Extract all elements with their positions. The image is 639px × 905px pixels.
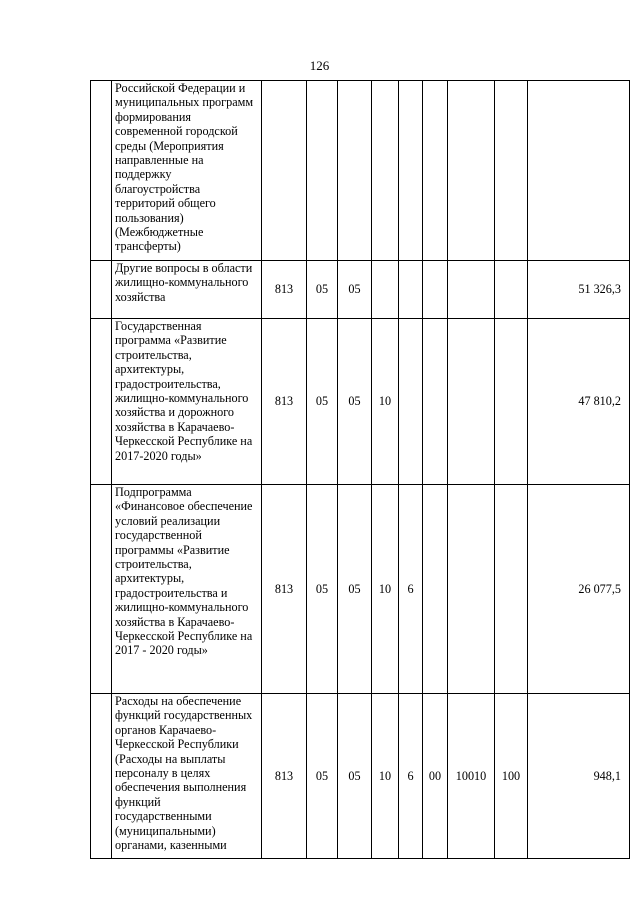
subprogram-code-cell [399,81,423,261]
direction-code-cell: 00 [423,694,448,859]
ministry-code-cell: 813 [262,485,307,694]
expense-type-cell [495,485,528,694]
article-code-cell [448,319,495,485]
row-name-cell: Российской Федерации и муниципальных программ формирования современной городской среды (Мероприятия направленные на поддержку благоустройства территорий общего пользования) (Межбюджетные трансферты) [112,81,262,261]
section-code-cell: 05 [307,319,338,485]
expense-type-cell: 100 [495,694,528,859]
direction-code-cell [423,81,448,261]
row-name-cell: Государственная программа «Развитие строительства, архитектуры, градостроительства, жилищно-коммунального хозяйства и дорожного хозяйства в Карачаево-Черкесской Республике на 2017-2020 годы» [112,319,262,485]
subprogram-code-cell [399,319,423,485]
table-row [91,261,630,319]
row-name-cell: Подпрограмма «Финансовое обеспечение условий реализации государственной программы «Развитие строительства, архитектуры, градостроительства и жилищно-коммунального хозяйства в Карачаево-Черкесской Республике на 2017 - 2020 годы» [112,485,262,694]
row-index-cell [91,319,112,485]
budget-table [90,80,630,859]
amount-cell: 948,1 [528,694,630,859]
subprogram-code-cell: 6 [399,694,423,859]
section-code-cell: 05 [307,485,338,694]
subprogram-code-cell [399,261,423,319]
ministry-code-cell: 813 [262,694,307,859]
direction-code-cell [423,261,448,319]
section-code-cell [307,81,338,261]
program-code-cell [372,81,399,261]
ministry-code-cell: 813 [262,261,307,319]
article-code-cell [448,261,495,319]
subsection-code-cell: 05 [338,694,372,859]
direction-code-cell [423,319,448,485]
article-code-cell [448,81,495,261]
subsection-code-cell: 05 [338,319,372,485]
article-code-cell: 10010 [448,694,495,859]
subsection-code-cell: 05 [338,485,372,694]
amount-cell: 26 077,5 [528,485,630,694]
ministry-code-cell: 813 [262,319,307,485]
table-row [91,319,630,485]
expense-type-cell [495,261,528,319]
program-code-cell: 10 [372,694,399,859]
direction-code-cell [423,485,448,694]
program-code-cell: 10 [372,485,399,694]
row-index-cell [91,694,112,859]
table-row [91,485,630,694]
program-code-cell: 10 [372,319,399,485]
section-code-cell: 05 [307,694,338,859]
expense-type-cell [495,81,528,261]
ministry-code-cell [262,81,307,261]
section-code-cell: 05 [307,261,338,319]
subprogram-code-cell: 6 [399,485,423,694]
page-number: 126 [309,58,330,73]
program-code-cell [372,261,399,319]
row-index-cell [91,81,112,261]
amount-cell: 51 326,3 [528,261,630,319]
table-row [91,694,630,859]
subsection-code-cell [338,81,372,261]
expense-type-cell [495,319,528,485]
row-name-cell: Расходы на обеспечение функций государственных органов Карачаево-Черкесской Республики (Расходы на выплаты персоналу в целях обеспечения выполнения функций государственными (муниципальными) органами, казенными [112,694,262,859]
row-name-cell: Другие вопросы в области жилищно-коммунального хозяйства [112,261,262,319]
row-index-cell [91,261,112,319]
amount-cell [528,81,630,261]
table-row [91,81,630,261]
subsection-code-cell: 05 [338,261,372,319]
amount-cell: 47 810,2 [528,319,630,485]
row-index-cell [91,485,112,694]
article-code-cell [448,485,495,694]
